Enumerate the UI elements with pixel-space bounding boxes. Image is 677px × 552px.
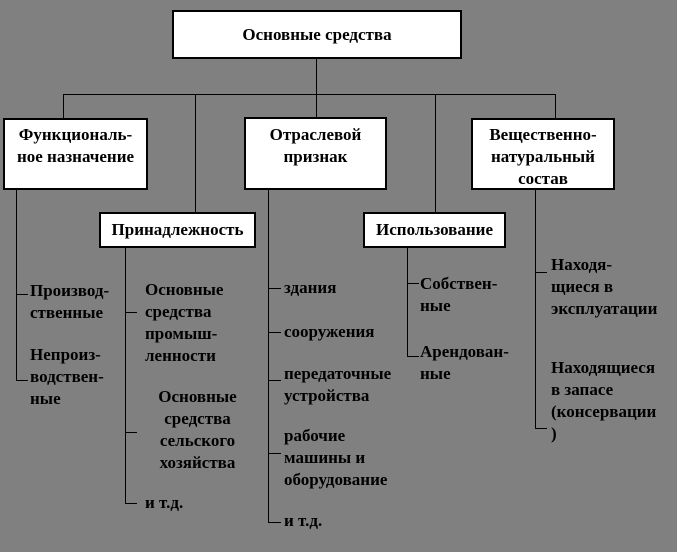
bracket-ownership-stem [125, 248, 126, 504]
leaf-ownership-3 [145, 492, 183, 514]
connector-drop-usage [435, 94, 436, 212]
bracket-industry-stem [268, 190, 269, 523]
box-ownership-label: Принадлежность [111, 220, 244, 239]
leaf-functional-2 [30, 344, 104, 410]
leaf-material-1 [551, 254, 657, 320]
bracket-usage-tick2 [407, 356, 419, 357]
leaf-line: рабочие [284, 426, 346, 445]
leaf-line: Производ- [30, 281, 110, 300]
leaf-line: ные [420, 364, 451, 383]
box-industry [244, 117, 387, 190]
box-root [172, 10, 462, 59]
bracket-industry-tick4 [268, 453, 281, 454]
bracket-functional-tick2 [16, 380, 28, 381]
leaf-line: Основные [145, 280, 224, 299]
connector-root-trunk [316, 59, 317, 94]
leaf-line: Находя- [551, 255, 613, 274]
leaf-line: Находящиеся [551, 358, 656, 377]
leaf-line: передаточные [284, 364, 392, 383]
bracket-ownership-tick2 [125, 432, 137, 433]
connector-drop-industry [316, 94, 317, 117]
box-industry-line1: Отраслевой [269, 125, 362, 144]
leaf-line: ) [551, 424, 557, 443]
leaf-line: сельского [159, 431, 236, 450]
box-functional-line2: ное назначение [16, 147, 135, 166]
bracket-material-tick2 [535, 428, 547, 429]
bracket-industry-tick2 [268, 332, 281, 333]
leaf-line: Собствен- [420, 274, 498, 293]
box-usage-label: Использование [376, 220, 493, 239]
leaf-line: эксплуатации [551, 299, 658, 318]
leaf-line: Арендован- [420, 342, 509, 361]
leaf-industry-3 [284, 363, 391, 407]
leaf-line: (консервации [551, 402, 657, 421]
leaf-line: средства [145, 302, 212, 321]
leaf-usage-2 [420, 341, 509, 385]
box-functional-line1: Функциональ- [18, 125, 133, 144]
leaf-industry-1 [284, 277, 336, 299]
box-material [471, 118, 615, 190]
bracket-usage-stem [407, 248, 408, 357]
bracket-industry-tick5 [268, 522, 281, 523]
leaf-line: оборудование [284, 470, 388, 489]
leaf-industry-4 [284, 425, 387, 491]
box-ownership [99, 212, 256, 248]
leaf-line: здания [284, 278, 337, 297]
bracket-usage-tick1 [407, 283, 419, 284]
leaf-line: водствен- [30, 367, 104, 386]
leaf-line: машины и [284, 448, 366, 467]
leaf-line: в запасе [551, 380, 614, 399]
connector-drop-functional [63, 94, 64, 118]
bracket-material-tick1 [535, 272, 547, 273]
leaf-usage-1 [420, 273, 497, 317]
leaf-functional-1 [30, 280, 109, 324]
leaf-line: ленности [145, 346, 216, 365]
box-material-line3: состав [518, 169, 568, 188]
bracket-industry-tick1 [268, 288, 281, 289]
leaf-line: хозяйства [159, 453, 236, 472]
leaf-line: ственные [30, 303, 104, 322]
leaf-material-2 [551, 357, 656, 445]
connector-main-horizontal [63, 94, 556, 95]
connector-drop-material [555, 94, 556, 118]
bracket-industry-tick3 [268, 380, 281, 381]
bracket-ownership-tick3 [125, 503, 137, 504]
connector-drop-ownership [195, 94, 196, 212]
leaf-line: ные [420, 296, 451, 315]
bracket-functional-stem [16, 190, 17, 381]
leaf-line: сооружения [284, 322, 375, 341]
bracket-material-stem [535, 188, 536, 429]
leaf-line: щиеся в [551, 277, 614, 296]
leaf-industry-5 [284, 510, 322, 532]
leaf-line: ные [30, 389, 61, 408]
leaf-line: и т.д. [284, 511, 323, 530]
bracket-ownership-tick1 [125, 312, 137, 313]
leaf-ownership-2 [145, 386, 250, 474]
leaf-line: и т.д. [145, 493, 184, 512]
box-material-line2: натуральный [491, 147, 595, 166]
leaf-line: устройства [284, 386, 370, 405]
bracket-functional-tick1 [16, 294, 28, 295]
leaf-line: Непроиз- [30, 345, 101, 364]
leaf-industry-2 [284, 321, 375, 343]
leaf-ownership-1 [145, 279, 223, 367]
box-industry-line2: признак [283, 147, 348, 166]
box-functional [3, 118, 148, 190]
box-root-label: Основные средства [242, 24, 392, 44]
box-usage [363, 212, 506, 248]
box-material-line1: Вещественно- [489, 125, 597, 144]
leaf-line: средства [164, 409, 231, 428]
leaf-line: промыш- [145, 324, 218, 343]
leaf-line: Основные [158, 387, 237, 406]
